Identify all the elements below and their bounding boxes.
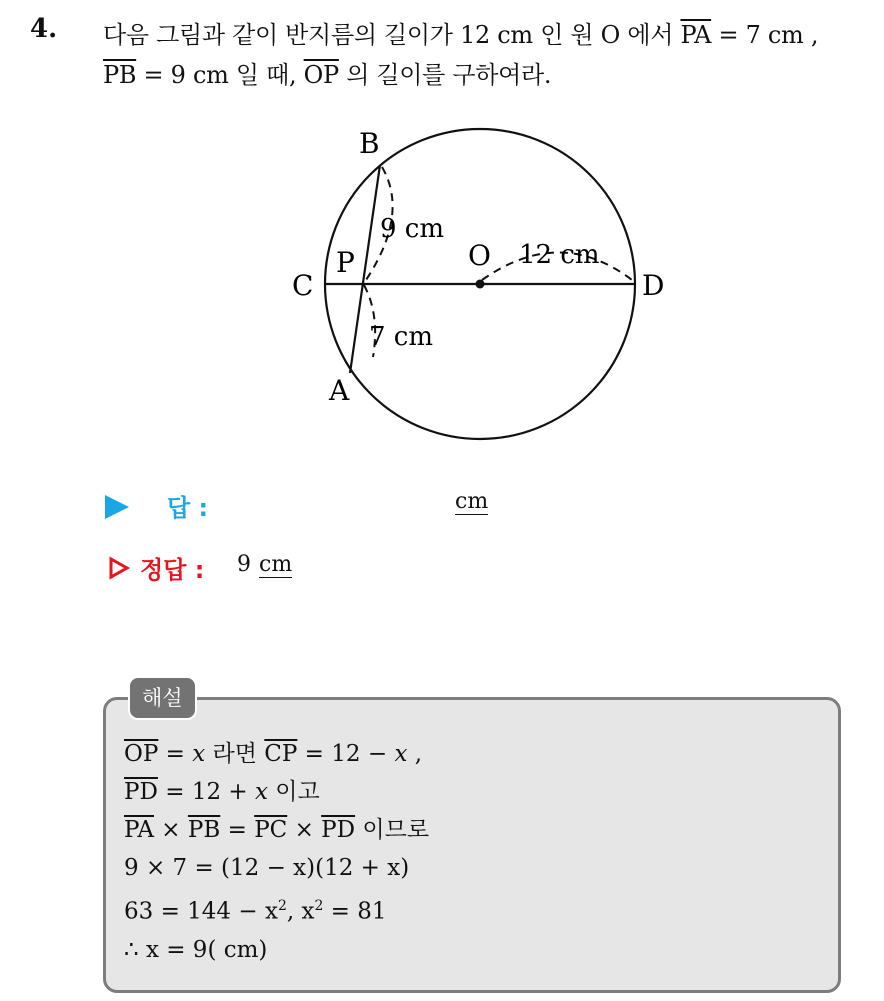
question-text-part: 다음 그림과 같이 반지름의 길이가 12 cm 인 원 O 에서 <box>103 21 681 49</box>
segment-pb: $\overline{PB}$ <box>187 817 221 843</box>
text: = 12 − <box>297 741 395 767</box>
correct-value: 9 <box>237 552 251 577</box>
label-pb-length: 9 cm <box>380 214 445 244</box>
label-c: C <box>292 269 314 302</box>
label-o: O <box>468 239 491 272</box>
text: , x <box>286 898 315 925</box>
text: = <box>158 741 193 767</box>
segment-pd: $\overline{PD}$ <box>124 779 158 805</box>
text: = <box>220 817 255 843</box>
variable-x: x <box>254 779 268 805</box>
segment-pa: $\overline{PA}$ <box>680 21 712 49</box>
label-a: A <box>329 374 350 407</box>
segment-pa: $\overline{PA}$ <box>124 817 154 843</box>
text: , <box>407 741 423 767</box>
variable-x: x <box>394 741 408 767</box>
solution-line-1 <box>124 735 429 773</box>
text: 이고 <box>267 779 320 805</box>
question-text-line-2 <box>103 55 551 90</box>
solution-line-2 <box>124 773 429 811</box>
text: = 81 <box>323 898 387 925</box>
segment-pb: $\overline{PB}$ <box>103 61 137 89</box>
label-radius: 12 cm <box>519 240 600 270</box>
outline-arrow-icon <box>108 556 130 580</box>
superscript: 2 <box>314 898 324 914</box>
superscript: 2 <box>277 898 287 914</box>
question-text-part: = 7 cm , <box>711 21 819 49</box>
correct-unit: cm <box>259 552 293 577</box>
question-text-part: 의 길이를 구하여라. <box>338 61 552 89</box>
question-number: 4. <box>30 14 58 44</box>
text: × <box>287 817 322 843</box>
solution-line-5 <box>124 887 429 931</box>
answer-label: 답 : <box>167 494 209 522</box>
text: 이므로 <box>355 817 430 843</box>
circle-figure <box>270 115 690 455</box>
segment-pd: $\overline{PD}$ <box>321 817 356 843</box>
correct-label: 정답 : <box>140 556 205 584</box>
solution-line-3 <box>124 811 429 849</box>
solution-line-6: ∴ x = 9( cm) <box>124 936 268 963</box>
answer-unit: cm <box>455 489 489 514</box>
label-p: P <box>336 246 355 279</box>
solution-line-4: 9 × 7 = (12 − x)(12 + x) <box>124 855 410 881</box>
segment-op: $\overline{OP}$ <box>303 61 339 89</box>
play-arrow-icon <box>105 495 129 519</box>
text: × <box>153 817 188 843</box>
label-pa-length: 7 cm <box>369 322 434 352</box>
center-dot <box>476 280 485 289</box>
solution-lines <box>124 735 429 969</box>
question-text-part: = 9 cm 일 때, <box>136 61 304 89</box>
text: 라면 <box>205 741 265 767</box>
variable-x: x <box>192 741 206 767</box>
text: 63 = 144 − x <box>124 898 278 925</box>
segment-op: $\overline{OP}$ <box>124 741 159 767</box>
correct-answer <box>237 552 292 577</box>
text: = 12 + <box>157 779 255 805</box>
question-text-line-1 <box>103 15 818 50</box>
solution-tag: 해설 <box>128 676 197 720</box>
segment-pc: $\overline{PC}$ <box>254 817 288 843</box>
answer-label-row <box>105 488 208 523</box>
correct-label-row <box>108 550 204 585</box>
label-d: D <box>642 269 665 302</box>
segment-cp: $\overline{CP}$ <box>264 741 298 767</box>
label-b: B <box>359 127 380 160</box>
